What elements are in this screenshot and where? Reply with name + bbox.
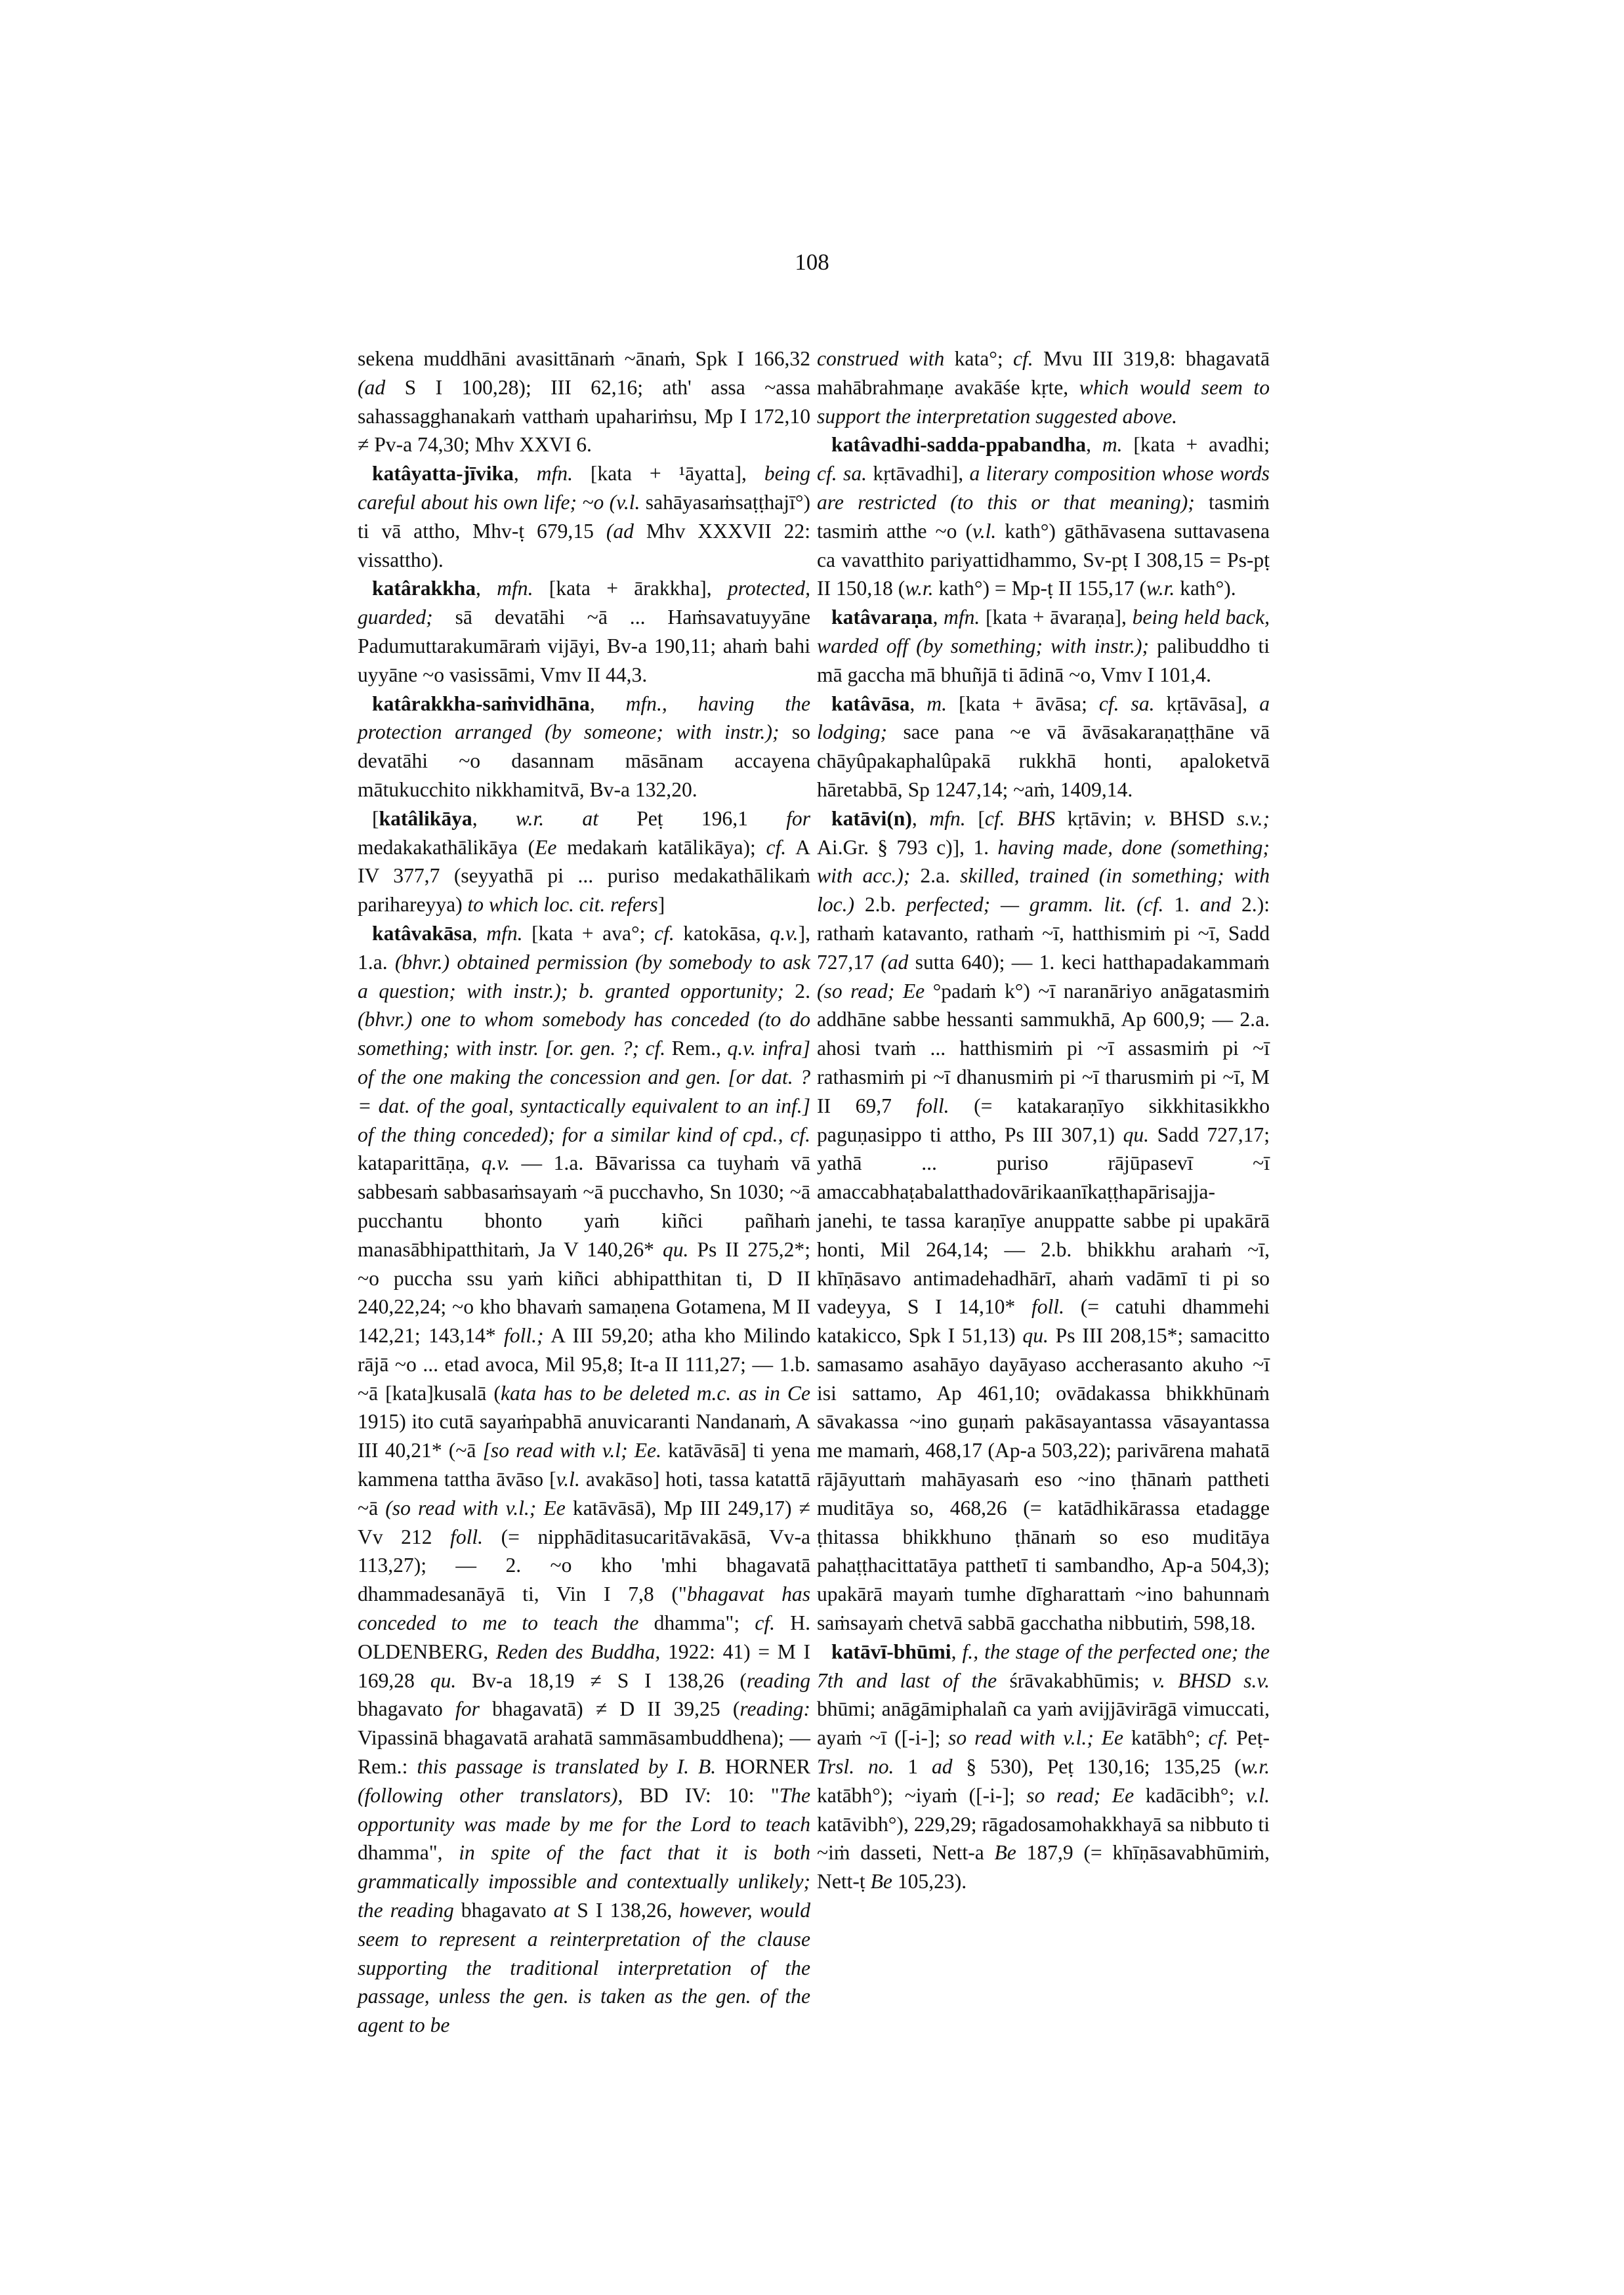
italic-text: (so read; Ee xyxy=(817,979,925,1003)
entry-text: , xyxy=(589,692,626,715)
dictionary-entry xyxy=(817,1638,1270,1896)
italic-text: protected, guarded; xyxy=(358,577,811,629)
italic-text: Be xyxy=(870,1870,892,1893)
italic-text: cf. xyxy=(1208,1726,1229,1750)
italic-text: cf. xyxy=(654,921,675,945)
entry-text: , xyxy=(476,577,497,600)
entry-text: kataparittāṇa, xyxy=(358,1151,482,1175)
italic-text: qu. xyxy=(662,1237,689,1261)
headword: katârakkha-saṁvidhāna xyxy=(372,692,590,715)
entry-text: , xyxy=(951,1640,963,1663)
entry-text: kath°). xyxy=(1175,577,1236,600)
entry-text: ], 1.a. xyxy=(358,921,810,974)
headword: katâlikāya xyxy=(379,806,472,830)
entry-text: , xyxy=(472,806,516,830)
headword: katâvaraṇa xyxy=(831,606,933,629)
entry-text: Mvu III 319,8: bhagavatā mahābrahmaṇe avakāśe kṛte, xyxy=(817,347,1270,399)
italic-text: v.l. xyxy=(1245,1783,1270,1807)
entry-text: (= catuhi dhammehi katakicco, Spk I 51,13) xyxy=(817,1295,1270,1348)
dictionary-entry xyxy=(358,574,810,689)
entry-text: Ps II 275,2*; ~o puccha ssu yaṁ kiñci abhipatthitan ti, D II 240,22,24; ~o kho bhavaṁ samaṇena Gotamena, M II 142,21; 143,14* xyxy=(358,1237,810,1348)
italic-text: s.v.; xyxy=(1236,806,1270,830)
entry-text: sā devatāhi ~ā ... Haṁsavatuyyāne Padumuttarakumāraṁ vijāyi, Bv-a 190,11; ahaṁ bahi uyyāne ~o vasissāmi, Vmv II 44,3. xyxy=(358,606,810,686)
entry-text: [kata + avadhi; xyxy=(1122,433,1270,457)
italic-text: having made, done (something; with acc.); xyxy=(817,835,1270,888)
italic-text: so read with v.l.; Ee xyxy=(948,1726,1124,1750)
italic-text: v.l. xyxy=(556,1468,580,1491)
entry-text: BHSD xyxy=(1157,806,1237,830)
italic-text: (following other translators), xyxy=(358,1783,623,1807)
italic-text: qu. xyxy=(1022,1324,1049,1348)
entry-text: kṛtāvadhi], xyxy=(867,462,970,486)
left-column xyxy=(358,344,810,2040)
italic-text: (so read with v.l.; Ee xyxy=(385,1496,566,1520)
dictionary-entry xyxy=(358,919,810,2040)
entry-text: kṛtāvāsa], xyxy=(1154,692,1260,715)
italic-text: [so read with v.l; Ee. xyxy=(482,1439,661,1462)
entry-text: śrāvakabhūmis; xyxy=(997,1668,1153,1692)
entry-text: kath°) gāthāvasena suttavasena ca vavatthito pariyattidhammo, Sv-pṭ I 308,15 = Ps-pṭ II 150,18 ( xyxy=(817,519,1270,600)
entry-text: Sadd 727,17; yathā ... puriso rājūpasevī ~ī amaccabhaṭabalatthadovārikaanīkaṭṭhapārisajja-janehi, te tassa karaṇīye anuppatte sabbe pi upakārā honti, Mil 264,14; — 2.b. bhikkhu arahaṁ ~ī, khīṇāsavo antimadehadhārī, ahaṁ vadāmī ti pi so vadeyya, S I 14,10* xyxy=(817,1123,1270,1319)
italic-text: (bhvr.) one to whom somebody has conceded (to do something; with instr. [or. gen. ?; cf. xyxy=(358,1008,810,1060)
headword: katâvāsa xyxy=(831,692,910,715)
italic-text: mfn. xyxy=(929,806,966,830)
italic-text: Be xyxy=(994,1841,1016,1865)
italic-text: m. xyxy=(1102,433,1123,457)
entry-text: [kata + āvāsa; xyxy=(946,692,1099,715)
entry-text: kata°; xyxy=(944,347,1013,370)
headword: katâyatta-jīvika xyxy=(372,462,514,486)
entry-text: medakaṁ katālikāya); xyxy=(556,835,766,859)
entry-text: [ xyxy=(372,806,379,830)
italic-text: (bhvr.) obtained permission (by somebody to ask a question; with instr.); b. granted opportunity; xyxy=(358,950,810,1003)
headword: katāvī-bhūmi xyxy=(831,1640,951,1663)
italic-text: in spite of the fact that it is both grammatically impossible and contextually unlikely; the reading xyxy=(358,1841,810,1922)
entry-text: katāvāsā), Mp III 249,17) ≠ Vv 212 xyxy=(358,1496,810,1548)
entry-text: § 530), Peṭ 130,16; 135,25 ( xyxy=(952,1755,1241,1779)
entry-text: [kata + ārakkha], xyxy=(533,577,728,600)
entry-text: Ai.Gr. § 793 c)], 1. xyxy=(817,835,998,859)
entry-text: avakāso] hoti, tassa katattā ~ā xyxy=(358,1468,810,1520)
headword: katāvi(n) xyxy=(831,806,912,830)
entry-text: H. OLDENBERG, xyxy=(358,1611,810,1663)
italic-text: cf. sa. xyxy=(817,462,867,486)
italic-text: bhagavat has conceded to me to teach the xyxy=(358,1582,810,1635)
entry-text: 2.): rathaṁ katavanto, rathaṁ ~ī, hatthismiṁ pi ~ī, Sadd 727,17 xyxy=(817,893,1270,974)
headword: katârakkha xyxy=(372,577,476,600)
entry-text: BD IV: 10: " xyxy=(623,1783,780,1807)
italic-text: kata has to be deleted m.c. as in Ce xyxy=(500,1381,810,1405)
italic-text: q.v. infra] of the one making the concession and gen. [or dat. ? = dat. of the goal, syntactically equivalent to an inf.] of the thing conceded); for a similar kind of cpd., cf. xyxy=(358,1037,811,1146)
headword: katâvadhi-sadda-ppabandha xyxy=(831,433,1087,457)
entry-text: (= katakaraṇīyo sikkhitasikkho paguṇasippo ti attho, Ps III 307,1) xyxy=(817,1094,1270,1146)
entry-text: ] xyxy=(657,893,665,917)
italic-text: foll. xyxy=(1031,1295,1064,1319)
italic-text: qu. xyxy=(1123,1123,1150,1146)
entry-text: katāvāsā] ti yena kammena tattha āvāso [ xyxy=(358,1439,810,1491)
italic-text: skilled, trained (in something; with loc.) xyxy=(817,864,1270,917)
italic-text: to which loc. cit. refers xyxy=(467,893,658,917)
italic-text: v. xyxy=(1144,806,1157,830)
entry-text: Vipassinā bhagavatā arahatā sammāsambuddhena); — Rem.: xyxy=(358,1726,810,1779)
dictionary-entry xyxy=(817,430,1270,603)
entry-text: Mhv XXXVII 22: vissattho). xyxy=(358,519,810,571)
entry-text: , xyxy=(1086,433,1102,457)
entry-text: medakakathālikāya ( xyxy=(358,835,535,859)
italic-text: cf. xyxy=(766,835,787,859)
italic-text: cf. xyxy=(755,1611,776,1635)
dictionary-entry xyxy=(358,804,810,919)
dictionary-entry xyxy=(358,344,810,459)
right-column xyxy=(817,344,1270,1896)
italic-text: q.v. xyxy=(770,921,799,945)
italic-text: foll. xyxy=(916,1094,949,1117)
italic-text: cf. xyxy=(1012,347,1033,370)
entry-text: Rem., xyxy=(665,1037,728,1060)
italic-text: m. xyxy=(927,692,947,715)
italic-text: q.v. xyxy=(481,1151,510,1175)
dictionary-entry xyxy=(358,690,810,804)
dictionary-entry xyxy=(817,603,1270,689)
italic-text: mfn. xyxy=(944,606,980,629)
italic-text: mfn., having the protection arranged (by someone; with instr.); xyxy=(358,692,810,744)
entry-text: 105,23). xyxy=(892,1870,967,1893)
italic-text: w.r. xyxy=(1241,1755,1270,1779)
italic-text: mfn. xyxy=(486,921,523,945)
entry-text: Peṭ- xyxy=(1228,1726,1270,1750)
entry-text: bhagavato xyxy=(358,1697,456,1721)
italic-text: reading: xyxy=(739,1697,810,1721)
entry-text: kadācibh°; xyxy=(1134,1783,1246,1807)
italic-text: being careful about his own life; ~o (v.l. xyxy=(358,462,811,514)
entry-text: dhamma"; xyxy=(638,1611,755,1635)
italic-text: w.r. xyxy=(905,577,934,600)
italic-text: cf. BHS xyxy=(984,806,1056,830)
entry-text: Ps III 208,15*; samacitto samasamo asahāyo dayāyaso accherasanto akuho ~ī isi sattamo, Ap 461,10; ovādakassa bhikkhūnaṁ sāvakassa ~ino guṇaṁ pakāsayantassa vāsayantassa me mamaṁ, 468,17 (Ap-a 503,22); parivārena mahatā rājāyuttaṁ mahāyasaṁ eso ~ino ṭhānaṁ pattheti muditāya so, 468,26 (= katādhikārassa etadagge ṭhitassa bhikkhuno ṭhānaṁ so eso muditāya pahaṭṭhacittatāya patthetī ti sambandho, Ap-a 504,3); upakārā mayaṁ tumhe dīgharattaṁ ~ino bahunnaṁ saṁsayaṁ chetvā sabbā gacchatha nibbutiṁ, 598,18. xyxy=(817,1324,1270,1635)
italic-text: mfn. xyxy=(536,462,573,486)
dictionary-entry xyxy=(817,344,1270,430)
italic-text: for xyxy=(786,806,810,830)
entry-text: katābh°; xyxy=(1123,1726,1209,1750)
entry-text: — 1.a. Bāvarissa ca tuyhaṁ vā sabbesaṁ sabbasaṁsayaṁ ~ā pucchavho, Sn 1030; ~ā pucchantu bhonto yaṁ kiñci pañhaṁ manasābhipatthitaṁ, Ja V 140,26* xyxy=(358,1151,810,1261)
italic-text: mfn. xyxy=(497,577,533,600)
italic-text: reading xyxy=(746,1668,811,1692)
entry-text: A III 59,20; atha kho Milindo rājā ~o ... etad avoca, Mil 95,8; It-a II 111,27; — 1.b. ~ā [kata]kusalā ( xyxy=(358,1324,810,1405)
entry-text: 1922: 41) = M I 169,28 xyxy=(358,1640,810,1692)
entry-text: [ xyxy=(965,806,985,830)
entry-text: 2. xyxy=(783,979,810,1003)
italic-text: w.r. xyxy=(1146,577,1175,600)
entry-text: kath°) = Mp-ṭ II 155,17 ( xyxy=(933,577,1146,600)
italic-text: this passage is translated by I. B. xyxy=(417,1755,717,1779)
entry-text: [kata + āvaraṇa], xyxy=(980,606,1133,629)
italic-text: a lodging; xyxy=(817,692,1270,744)
italic-text: being held back, warded off (by something; with instr.); xyxy=(817,606,1270,657)
entry-text: sutta 640); — 1. keci hatthapadakammaṁ xyxy=(908,950,1270,974)
italic-text: The opportunity was made by me for the Lord to teach xyxy=(358,1783,810,1836)
dictionary-entry xyxy=(817,690,1270,804)
entry-text: Bv-a 18,19 ≠ S I 138,26 ( xyxy=(456,1668,747,1692)
headword: katâvakāsa xyxy=(372,921,472,945)
italic-text: a literary composition whose words are restricted (to this or that meaning); xyxy=(817,462,1270,514)
entry-text: S I 138,26, xyxy=(570,1899,680,1922)
italic-text: v. BHSD s.v. xyxy=(1152,1668,1270,1692)
entry-text: dhamma", xyxy=(358,1841,459,1865)
dictionary-entry xyxy=(817,804,1270,1638)
page-number: 108 xyxy=(795,249,829,275)
entry-text: A IV 377,7 (seyyathā pi ... puriso medakathālikaṁ parihareyya) xyxy=(358,835,810,917)
entry-text: palibuddho ti mā gaccha mā bhuñjā ti ādinā ~o, Vmv I 101,4. xyxy=(817,634,1270,686)
italic-text: so read; Ee xyxy=(1026,1783,1135,1807)
italic-text: at xyxy=(553,1899,570,1922)
entry-text: 187,9 (= khīṇāsavabhūmiṁ, Nett-ṭ xyxy=(817,1841,1270,1893)
entry-text: sace pana ~e vā āvāsakaraṇaṭṭhāne vā chāyûpakaphalûpakā rukkhā honti, apaloketvā hāretabbā, Sp 1247,14; ~aṁ, 1409,14. xyxy=(817,720,1270,801)
italic-text: w.r. at xyxy=(515,806,598,830)
italic-text: which would seem to support the interpretation suggested above. xyxy=(817,375,1270,428)
entry-text: 1. xyxy=(1163,893,1200,917)
dictionary-entry xyxy=(358,459,810,574)
entry-text: , xyxy=(472,921,487,945)
italic-text: and xyxy=(1199,893,1232,917)
entry-text: , xyxy=(932,606,944,629)
italic-text: v.l. xyxy=(972,519,997,543)
entry-text: °padaṁ k°) ~ī naranāriyo anāgatasmiṁ addhāne sabbe hessanti sammukhā, Ap 600,9; — 2.a. ahosi tvaṁ ... hatthismiṁ pi ~ī assasmiṁ pi ~ī rathasmiṁ pi ~ī dhanusmiṁ pi ~ī tharusmiṁ pi ~ī, M II 69,7 xyxy=(817,979,1270,1117)
entry-text: sahāyasaṁsaṭṭhajī°) ti vā attho, Mhv-ṭ 679,15 xyxy=(358,490,811,543)
entry-text: , xyxy=(911,806,930,830)
entry-text: bhūmi; anāgāmiphalañ ca yaṁ avijjāvirāgā vimuccati, ayaṁ ~ī ([-i-]; xyxy=(817,1697,1270,1750)
italic-text: ad xyxy=(931,1755,953,1779)
entry-text: 1 xyxy=(894,1755,932,1779)
italic-text: Trsl. no. xyxy=(817,1755,894,1779)
italic-text: (ad xyxy=(606,519,634,543)
italic-text: (ad xyxy=(881,950,909,974)
italic-text: (ad xyxy=(358,375,386,399)
entry-text: S I 100,28); III 62,16; ath' assa ~assa sahassagghanakaṁ vatthaṁ upahariṁsu, Mp I 172,10 ≠ Pv-a 74,30; Mhv XXVI 6. xyxy=(358,375,810,457)
entry-text: [kata + ava°; xyxy=(522,921,655,945)
italic-text: construed with xyxy=(817,347,945,370)
italic-text: however, would seem to represent a reinterpretation of the clause supporting the traditional interpretation of the passage, unless the gen. is taken as the gen. of the agent to be xyxy=(358,1899,810,2037)
entry-text: sekena muddhāni avasittānaṁ ~ānaṁ, Spk I 166,32 xyxy=(358,347,810,370)
entry-text: bhagavato xyxy=(453,1899,554,1922)
entry-text: 2.b. xyxy=(854,893,907,917)
entry-text: Peṭ 196,1 xyxy=(598,806,787,830)
entry-text: bhagavatā) ≠ D II 39,25 ( xyxy=(479,1697,740,1721)
entry-text: katābh°); ~iyaṁ ([-i-]; xyxy=(817,1783,1027,1807)
italic-text: Ee xyxy=(535,835,557,859)
italic-text: qu. xyxy=(430,1668,457,1692)
italic-text: f., the stage of the perfected one; the 7th and last of the xyxy=(817,1640,1270,1692)
entry-text: [kata + ¹āyatta], xyxy=(572,462,764,486)
italic-text: cf. sa. xyxy=(1098,692,1155,715)
entry-text: so devatāhi ~o dasannam māsānam accayena mātukucchito nikkhamitvā, Bv-a 132,20. xyxy=(358,720,810,801)
italic-text: for xyxy=(455,1697,480,1721)
entry-text: katāvibh°), 229,29; rāgadosamohakkhayā sa nibbuto ti ~iṁ dasseti, Nett-a xyxy=(817,1812,1270,1865)
italic-text: foll. xyxy=(450,1525,484,1548)
entry-text: 1915) ito cutā sayaṁpabhā anuvicaranti Nandanaṁ, A III 40,21* (~ā xyxy=(358,1410,810,1462)
entry-text: 2.a. xyxy=(910,864,961,888)
italic-text: perfected; — gramm. lit. (cf. xyxy=(906,893,1164,917)
entry-text: kṛtāvin; xyxy=(1055,806,1144,830)
italic-text: foll.; xyxy=(503,1324,544,1348)
italic-text: Reden des Buddha, xyxy=(495,1640,661,1663)
entry-text: (= nipphāditasucaritāvakāsā, Vv-a 113,27); — 2. ~o kho 'mhi bhagavatā dhammadesanāyā ti, Vin I 7,8 (" xyxy=(358,1525,811,1606)
entry-text: HORNER xyxy=(716,1755,811,1779)
entry-text: tasmiṁ tasmiṁ atthe ~o ( xyxy=(817,490,1270,543)
entry-text: , xyxy=(513,462,537,486)
entry-text: , xyxy=(909,692,927,715)
entry-text: katokāsa, xyxy=(674,921,770,945)
